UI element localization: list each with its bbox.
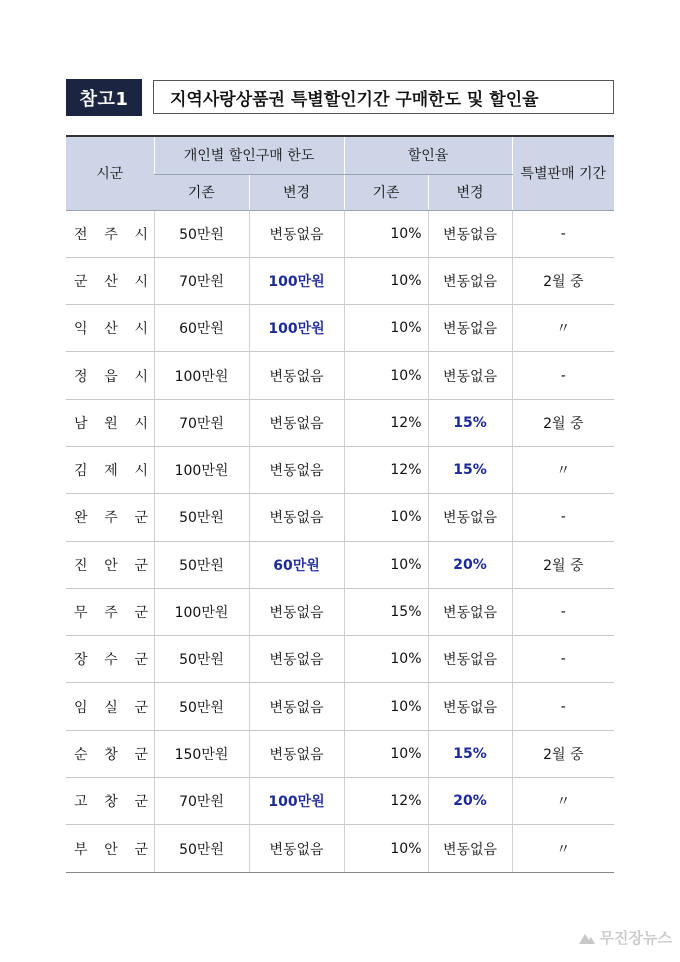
rate-new-value: 15% (453, 462, 487, 479)
limit-new-value: 변동없음 (269, 415, 324, 432)
region-name (66, 825, 154, 872)
period-value: - (560, 367, 566, 384)
region-name (66, 588, 154, 635)
header-region: 시군 (66, 136, 154, 210)
region-name-chars (74, 555, 148, 575)
limit-old-cell (154, 305, 249, 352)
region-name-chars (74, 791, 148, 811)
region-name-chars (74, 318, 148, 338)
region-char: 완 (74, 510, 88, 527)
rate-new-value: 변동없음 (442, 510, 498, 527)
header-rate-old: 기존 (344, 174, 428, 210)
period-value: 〃 (556, 841, 571, 858)
limit-new-cell (249, 636, 344, 683)
region-name-chars (74, 649, 148, 669)
region-char: 무 (74, 605, 88, 622)
region-char: 창 (104, 746, 118, 763)
limit-new-cell (249, 825, 344, 872)
period-value: - (560, 604, 566, 621)
table-row (66, 446, 614, 493)
header-rate-new: 변경 (428, 174, 512, 210)
region-char: 군 (134, 605, 148, 622)
discount-table (66, 135, 614, 873)
rate-new-cell (428, 683, 512, 730)
period-value: 2월 중 (543, 746, 584, 763)
limit-old-cell (154, 399, 249, 446)
rate-old-value: 10% (390, 320, 422, 337)
limit-new-cell (249, 494, 344, 541)
period-value: 2월 중 (543, 557, 584, 574)
limit-new-cell (249, 588, 344, 635)
header-limit-old: 기존 (154, 174, 249, 210)
limit-new-value: 변동없음 (269, 368, 324, 385)
limit-new-cell (249, 257, 344, 304)
rate-old-cell (344, 683, 428, 730)
rate-old-cell (344, 541, 428, 588)
rate-new-cell (428, 494, 512, 541)
region-name-chars (74, 460, 148, 480)
page-title (153, 80, 614, 114)
limit-new-value: 변동없음 (269, 463, 324, 480)
region-char: 주 (104, 510, 118, 527)
limit-new-cell (249, 305, 344, 352)
rate-old-cell (344, 352, 428, 399)
region-char: 군 (134, 510, 148, 527)
region-char: 김 (74, 463, 88, 480)
limit-old-cell (154, 210, 249, 257)
table-row (66, 494, 614, 541)
rate-old-value: 15% (390, 604, 422, 621)
region-char: 산 (104, 321, 118, 338)
region-char: 안 (104, 841, 118, 858)
rate-new-cell (428, 446, 512, 493)
limit-old-cell (154, 257, 249, 304)
mountain-icon (578, 931, 596, 945)
limit-old-cell (154, 778, 249, 825)
rate-new-cell (428, 588, 512, 635)
region-name-chars (74, 839, 148, 859)
rate-old-value: 10% (390, 509, 422, 526)
period-cell (512, 352, 614, 399)
rate-new-cell (428, 399, 512, 446)
limit-old-cell (154, 541, 249, 588)
table-row (66, 210, 614, 257)
rate-old-cell (344, 399, 428, 446)
rate-old-value: 12% (390, 414, 422, 431)
limit-new-value: 변동없음 (269, 699, 324, 716)
rate-new-value: 변동없음 (442, 652, 498, 669)
region-char: 정 (74, 368, 88, 385)
rate-old-value: 10% (390, 367, 422, 384)
rate-old-value: 10% (390, 745, 422, 762)
period-cell (512, 683, 614, 730)
rate-old-value: 12% (390, 793, 422, 810)
limit-old-value: 100만원 (174, 368, 229, 385)
period-value: 2월 중 (543, 273, 584, 290)
limit-old-value: 60만원 (179, 321, 224, 338)
rate-new-value: 변동없음 (442, 699, 498, 716)
region-char: 남 (74, 415, 88, 432)
limit-old-value: 50만원 (179, 652, 224, 669)
rate-new-cell (428, 305, 512, 352)
region-name (66, 494, 154, 541)
limit-old-cell (154, 683, 249, 730)
limit-old-value: 50만원 (179, 841, 224, 858)
rate-old-cell (344, 730, 428, 777)
period-value: 〃 (556, 794, 571, 811)
period-cell (512, 730, 614, 777)
rate-new-value: 변동없음 (442, 841, 498, 858)
header-rate-group: 할인율 (344, 136, 512, 174)
region-char: 군 (74, 273, 88, 290)
period-value: 〃 (556, 321, 571, 338)
limit-new-value: 변동없음 (269, 652, 324, 669)
region-char: 수 (104, 652, 118, 669)
rate-new-cell (428, 352, 512, 399)
period-value: 〃 (556, 463, 571, 480)
table-row (66, 305, 614, 352)
rate-new-cell (428, 778, 512, 825)
region-char: 시 (134, 368, 148, 385)
period-cell (512, 588, 614, 635)
rate-new-cell (428, 541, 512, 588)
rate-new-value: 변동없음 (442, 605, 498, 622)
limit-new-value: 변동없음 (269, 605, 324, 622)
region-name (66, 210, 154, 257)
period-cell (512, 494, 614, 541)
header-limit-new: 변경 (249, 174, 344, 210)
rate-old-cell (344, 210, 428, 257)
rate-old-cell (344, 446, 428, 493)
limit-new-cell (249, 446, 344, 493)
region-name (66, 541, 154, 588)
rate-old-cell (344, 257, 428, 304)
limit-new-value: 변동없음 (269, 226, 324, 243)
rate-old-value: 10% (390, 698, 422, 715)
limit-new-value: 변동없음 (269, 510, 324, 527)
limit-new-value: 100만원 (268, 273, 325, 290)
region-name (66, 257, 154, 304)
table-row (66, 825, 614, 872)
period-cell (512, 446, 614, 493)
table-row (66, 257, 614, 304)
region-char: 실 (104, 699, 118, 716)
region-char: 군 (134, 746, 148, 763)
rate-new-cell (428, 636, 512, 683)
table-body (66, 210, 614, 872)
page-title-text: 지역사랑상품권 특별할인기간 구매한도 및 할인율 (170, 89, 539, 110)
region-char: 고 (74, 794, 88, 811)
limit-old-value: 100만원 (174, 463, 229, 480)
header-period: 특별판매 기간 (512, 136, 614, 210)
rate-new-value: 20% (453, 793, 487, 810)
limit-old-value: 50만원 (179, 699, 224, 716)
rate-new-value: 20% (453, 556, 487, 573)
region-name (66, 778, 154, 825)
table-row (66, 588, 614, 635)
region-char: 장 (74, 652, 88, 669)
rate-new-cell (428, 730, 512, 777)
region-char: 군 (134, 841, 148, 858)
header-limit-group: 개인별 할인구매 한도 (154, 136, 344, 174)
rate-new-value: 15% (453, 414, 487, 431)
rate-new-value: 변동없음 (442, 321, 498, 338)
table-row (66, 778, 614, 825)
rate-old-cell (344, 636, 428, 683)
table-row (66, 352, 614, 399)
limit-new-value: 변동없음 (269, 746, 324, 763)
region-name-chars (74, 366, 148, 386)
region-name (66, 446, 154, 493)
region-name (66, 636, 154, 683)
limit-old-cell (154, 825, 249, 872)
table-row (66, 636, 614, 683)
region-char: 제 (104, 463, 118, 480)
limit-old-cell (154, 730, 249, 777)
limit-new-value: 100만원 (268, 794, 325, 811)
region-char: 군 (134, 652, 148, 669)
rate-new-value: 변동없음 (442, 368, 498, 385)
limit-new-cell (249, 683, 344, 730)
limit-new-cell (249, 210, 344, 257)
region-name (66, 399, 154, 446)
period-cell (512, 778, 614, 825)
region-char: 주 (104, 605, 118, 622)
region-name (66, 730, 154, 777)
rate-new-value: 변동없음 (442, 226, 498, 243)
limit-old-value: 70만원 (179, 415, 224, 432)
limit-old-cell (154, 446, 249, 493)
rate-new-cell (428, 210, 512, 257)
table-row (66, 541, 614, 588)
region-name-chars (74, 697, 148, 717)
watermark-text: 무진장뉴스 (599, 929, 672, 947)
rate-old-cell (344, 305, 428, 352)
region-name-chars (74, 413, 148, 433)
limit-new-cell (249, 352, 344, 399)
limit-new-cell (249, 399, 344, 446)
region-name-chars (74, 507, 148, 527)
region-char: 시 (134, 226, 148, 243)
rate-old-value: 10% (390, 225, 422, 242)
rate-old-value: 10% (390, 272, 422, 289)
limit-old-cell (154, 494, 249, 541)
watermark (578, 927, 672, 948)
period-value: - (560, 225, 566, 242)
region-char: 군 (134, 557, 148, 574)
region-name (66, 683, 154, 730)
region-char: 시 (134, 273, 148, 290)
rate-old-cell (344, 778, 428, 825)
rate-old-value: 12% (390, 462, 422, 479)
rate-old-cell (344, 494, 428, 541)
limit-old-value: 150만원 (174, 746, 229, 763)
limit-new-value: 60만원 (273, 557, 320, 574)
period-value: - (560, 651, 566, 668)
table-row (66, 399, 614, 446)
limit-old-cell (154, 588, 249, 635)
rate-new-value: 변동없음 (442, 273, 498, 290)
region-char: 시 (134, 321, 148, 338)
reference-tag: 참고1 (66, 79, 142, 116)
region-name-chars (74, 602, 148, 622)
region-char: 군 (134, 794, 148, 811)
period-value: - (560, 698, 566, 715)
limit-old-cell (154, 352, 249, 399)
rate-new-cell (428, 257, 512, 304)
region-char: 산 (104, 273, 118, 290)
limit-new-cell (249, 730, 344, 777)
limit-old-value: 70만원 (179, 794, 224, 811)
region-name (66, 352, 154, 399)
rate-old-value: 10% (390, 651, 422, 668)
region-char: 전 (74, 226, 88, 243)
period-cell (512, 305, 614, 352)
period-cell (512, 399, 614, 446)
region-char: 임 (74, 699, 88, 716)
period-value: 2월 중 (543, 415, 584, 432)
region-name-chars (74, 744, 148, 764)
region-char: 부 (74, 841, 88, 858)
table-row (66, 730, 614, 777)
region-char: 진 (74, 557, 88, 574)
rate-new-value: 15% (453, 745, 487, 762)
region-char: 읍 (104, 368, 118, 385)
limit-old-value: 100만원 (174, 605, 229, 622)
region-char: 창 (104, 794, 118, 811)
region-char: 시 (134, 463, 148, 480)
region-char: 익 (74, 321, 88, 338)
region-char: 안 (104, 557, 118, 574)
rate-old-cell (344, 825, 428, 872)
rate-old-value: 10% (390, 840, 422, 857)
rate-new-cell (428, 825, 512, 872)
region-name (66, 305, 154, 352)
rate-old-cell (344, 588, 428, 635)
limit-new-cell (249, 541, 344, 588)
limit-old-value: 50만원 (179, 510, 224, 527)
region-char: 시 (134, 415, 148, 432)
limit-new-value: 변동없음 (269, 841, 324, 858)
period-cell (512, 210, 614, 257)
period-cell (512, 257, 614, 304)
period-cell (512, 541, 614, 588)
limit-old-cell (154, 636, 249, 683)
period-value: - (560, 509, 566, 526)
region-char: 원 (104, 415, 118, 432)
region-char: 주 (104, 226, 118, 243)
limit-old-value: 70만원 (179, 273, 224, 290)
region-name-chars (74, 224, 148, 244)
region-char: 군 (134, 699, 148, 716)
period-cell (512, 825, 614, 872)
region-char: 순 (74, 746, 88, 763)
region-name-chars (74, 271, 148, 291)
limit-old-value: 50만원 (179, 557, 224, 574)
limit-old-value: 50만원 (179, 226, 224, 243)
period-cell (512, 636, 614, 683)
limit-new-value: 100만원 (268, 321, 325, 338)
table-row (66, 683, 614, 730)
rate-old-value: 10% (390, 556, 422, 573)
limit-new-cell (249, 778, 344, 825)
